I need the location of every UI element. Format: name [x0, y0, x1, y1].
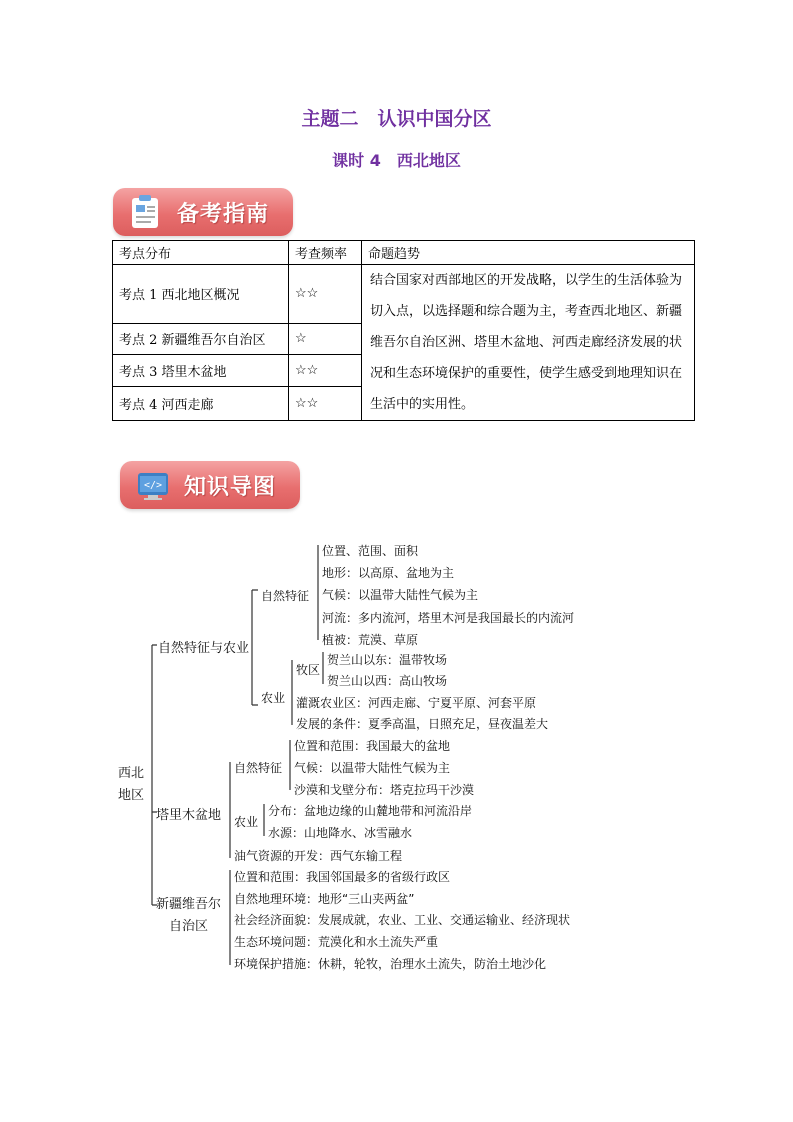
- mindmap-leaf: 生态环境问题：荒漠化和水土流失严重: [234, 935, 439, 949]
- lesson-subtitle: 课时 4 西北地区: [332, 151, 461, 170]
- table-cell-point: 考点 1 西北地区概况: [113, 265, 289, 324]
- mindmap-leaf: 河流：多内流河，塔里木河是我国最长的内流河: [322, 611, 575, 625]
- mindmap-leaf: 植被：荒漠、草原: [322, 633, 419, 647]
- mindmap-leaf: 自然地理环境：地形“三山夹两盆”: [234, 892, 415, 906]
- mindmap-b2-agri: 农业: [234, 815, 259, 829]
- table-header: 命题趋势: [362, 241, 695, 265]
- table-cell-freq: ☆☆: [289, 387, 362, 421]
- mindmap-leaf: 气候：以温带大陆性气候为主: [294, 761, 451, 775]
- mindmap-leaf: 贺兰山以东：温带牧场: [327, 653, 448, 667]
- table-header: 考点分布: [113, 241, 289, 265]
- mindmap-leaf: 社会经济面貌：发展成就，农业、工业、交通运输业、经济现状: [234, 913, 571, 927]
- mindmap-branch-tarim: 塔里木盆地: [156, 808, 222, 823]
- mindmap-leaf: 沙漠和戈壁分布：塔克拉玛干沙漠: [294, 783, 475, 797]
- table-cell-point: 考点 2 新疆维吾尔自治区: [113, 323, 289, 355]
- mindmap-pasture: 牧区: [296, 663, 321, 677]
- mindmap-leaf: 位置、范围、面积: [322, 544, 419, 558]
- page-title: 主题二 认识中国分区: [301, 108, 492, 130]
- mindmap-branch-nature-agri: 自然特征与农业: [158, 641, 250, 656]
- table-cell-point: 考点 3 塔里木盆地: [113, 355, 289, 387]
- table-header: 考查频率: [289, 241, 362, 265]
- mindmap-leaf: 分布：盆地边缘的山麓地带和河流沿岸: [268, 804, 473, 818]
- svg-text:</>: </>: [143, 480, 163, 491]
- mindmap-root: 西北 地区: [118, 766, 145, 803]
- mindmap-leaf: 气候：以温带大陆性气候为主: [322, 588, 479, 602]
- mindmap-leaf: 贺兰山以西：高山牧场: [327, 674, 448, 688]
- mindmap-b1-agri: 农业: [261, 691, 286, 705]
- table-cell-freq: ☆☆: [289, 355, 362, 387]
- mindmap-b2-nature: 自然特征: [234, 761, 283, 775]
- mindmap-banner-text: 知识导图: [184, 475, 277, 500]
- mindmap-leaf: 灌溉农业区：河西走廊、宁夏平原、河套平原: [296, 696, 537, 710]
- mindmap-leaf: 位置和范围：我国邻国最多的省级行政区: [234, 870, 451, 884]
- mindmap-branch-xinjiang: 新疆维吾尔 自治区: [156, 897, 222, 934]
- mindmap-leaf: 位置和范围：我国最大的盆地: [294, 739, 451, 753]
- mindmap-b1-nature: 自然特征: [261, 589, 310, 603]
- table-cell-freq: ☆☆: [289, 265, 362, 324]
- table-cell-point: 考点 4 河西走廊: [113, 387, 289, 421]
- table-cell-freq: ☆: [289, 323, 362, 355]
- mindmap-leaf: 环境保护措施：休耕，轮牧，治理水土流失，防治土地沙化: [234, 957, 547, 971]
- mindmap-leaf: 地形：以高原、盆地为主: [322, 566, 455, 580]
- mindmap-leaf: 水源：山地降水、冰雪融水: [268, 826, 413, 840]
- table-cell-trend: 结合国家对西部地区的开发战略，以学生的生活体验为切入点，以选择题和综合题为主，考查西北地区、新疆维吾尔自治区洲、塔里木盆地、河西走廊经济发展的状况和生态环境保护的重要性，使学生感受到地理知识在生活中的实用性。: [362, 265, 695, 421]
- guide-banner-text: 备考指南: [177, 202, 270, 227]
- mindmap-leaf: 发展的条件：夏季高温，日照充足，昼夜温差大: [296, 717, 549, 731]
- mindmap-leaf: 油气资源的开发：西气东输工程: [234, 849, 403, 863]
